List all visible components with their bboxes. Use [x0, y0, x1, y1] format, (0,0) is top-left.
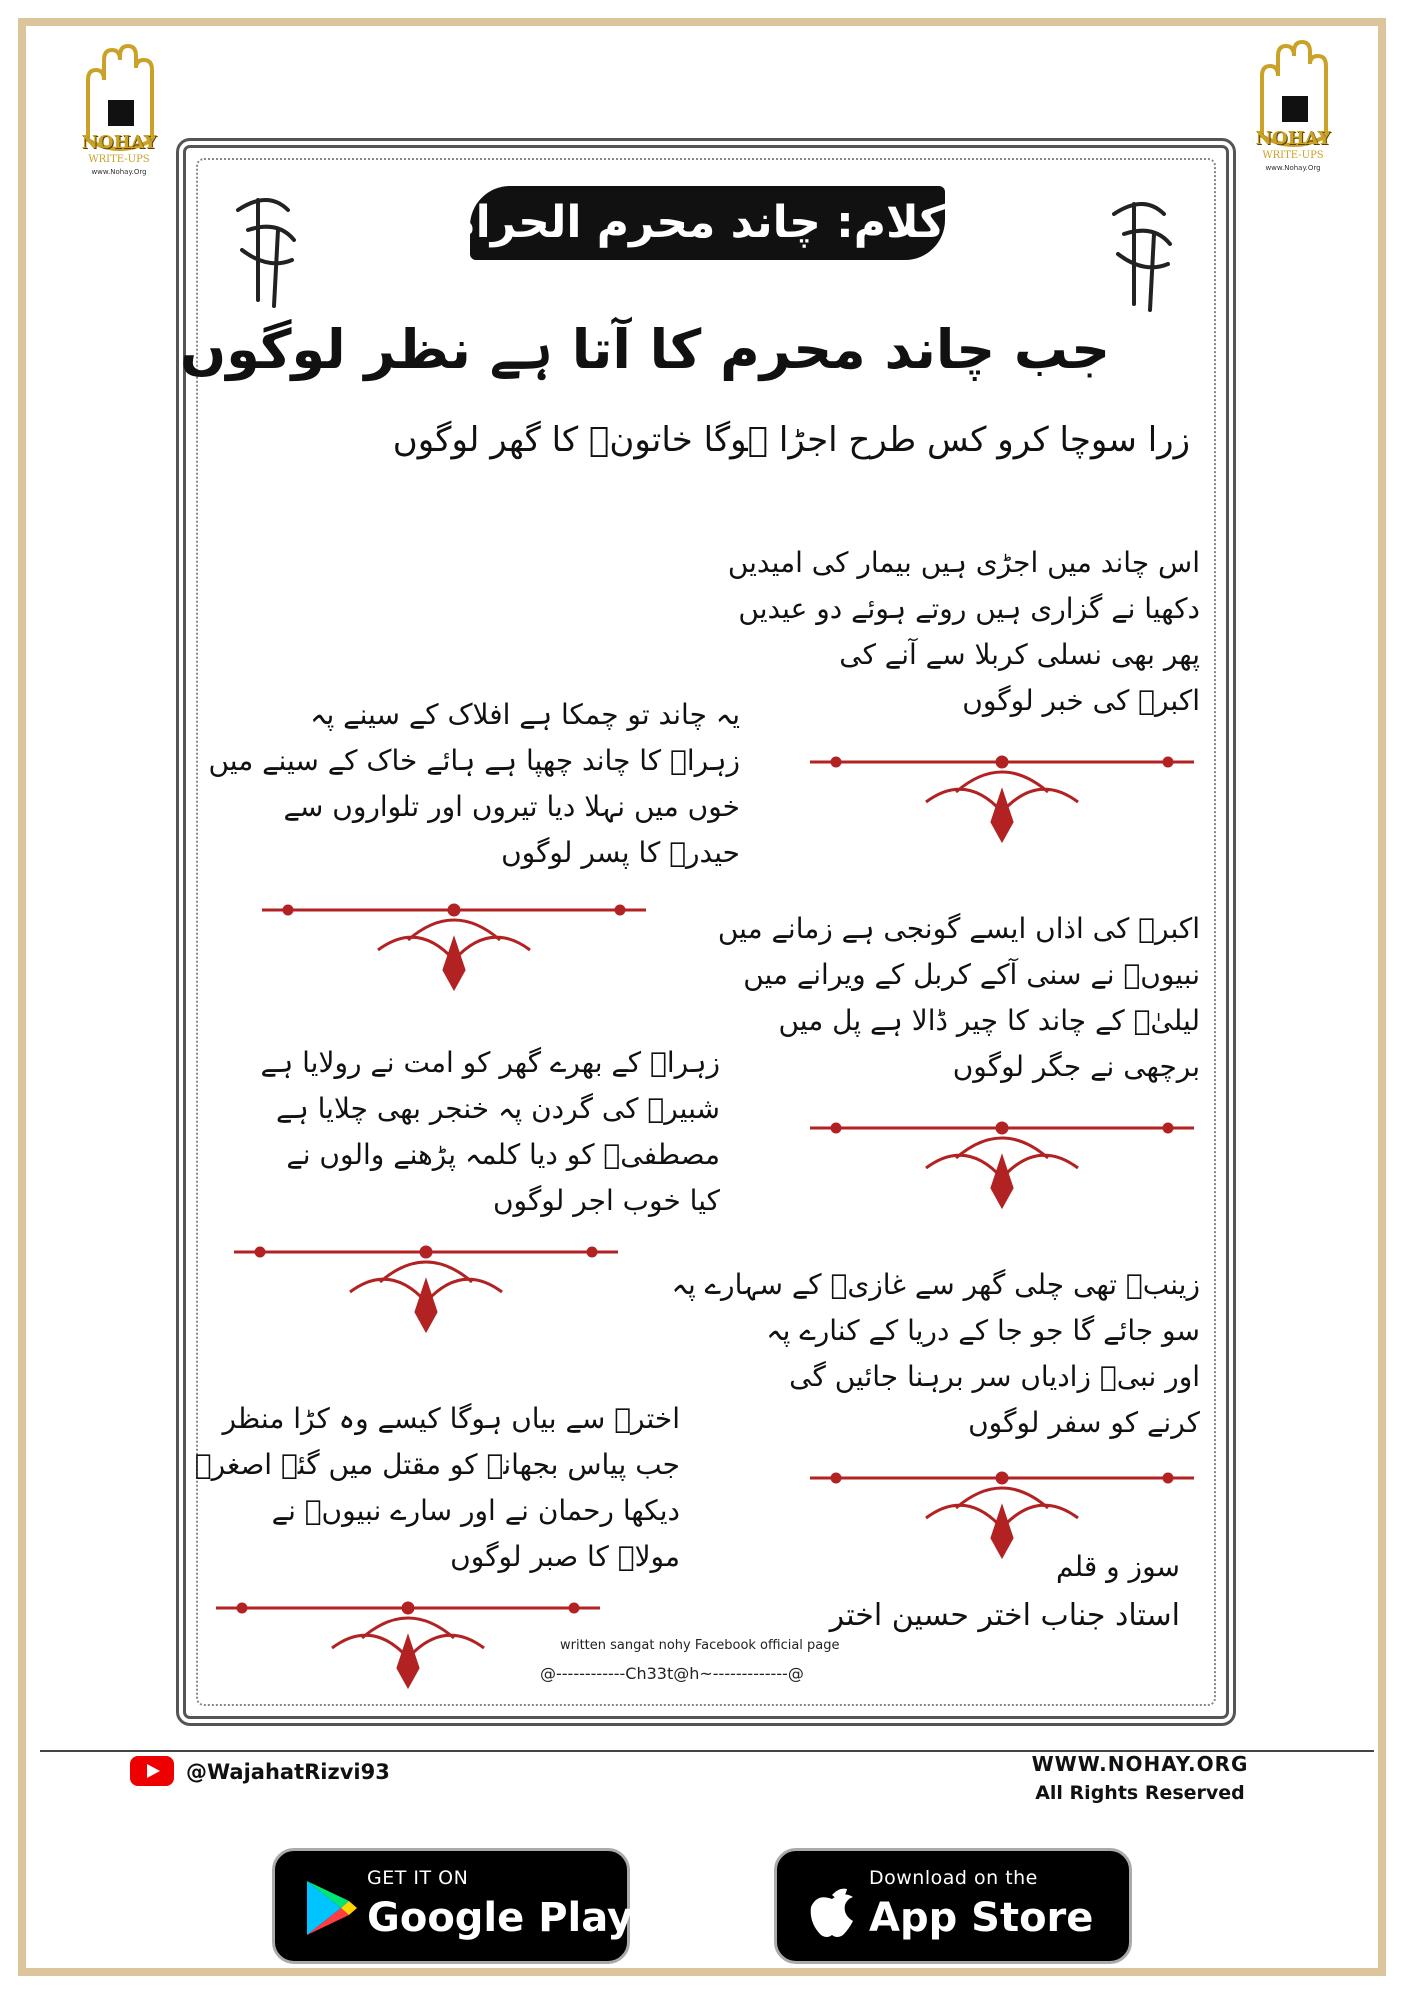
google-small-text: GET IT ON: [367, 1867, 469, 1889]
verse-line: مصطفیؐ کو دیا کلمہ پڑھنے والوں نے: [286, 1138, 720, 1171]
apple-icon: [803, 1877, 861, 1939]
stanza-2: [208, 692, 740, 876]
nohay-logo-right: [1232, 36, 1354, 176]
written-by-note: written sangat nohy Facebook official page: [560, 1638, 840, 1653]
red-ornament: [806, 1118, 1198, 1210]
verse-line: زہراؑ کا چاند چھپا ہے ہائے خاک کے سینے میں: [208, 744, 740, 777]
verse-line: مولاؑ کا صبر لوگوں: [450, 1540, 680, 1573]
red-ornament: [806, 1468, 1198, 1560]
verse-line: لیلیٰؑ کے چاند کا چیر ڈالا ہے پل میں: [778, 1004, 1200, 1037]
verse-line: اکبرؑ کی خبر لوگوں: [962, 684, 1200, 717]
verse-line: اس چاند میں اجڑی ہیں بیمار کی امیدیں: [727, 546, 1200, 579]
verse-line: کرنے کو سفر لوگوں: [968, 1406, 1200, 1439]
apple-small-text: Download on the: [869, 1867, 1038, 1889]
signature: @------------Ch33t@h~-------------@: [540, 1664, 804, 1683]
verse-line: اور نبیؐ زادیاں سر برہنا جائیں گی: [789, 1360, 1200, 1393]
verse-line: سو جائے گا جو جا کے دریا کے کنارے پہ: [766, 1314, 1200, 1347]
logo-url: www.Nohay.Org: [91, 168, 147, 176]
verse-line: یہ چاند تو چمکا ہے افلاک کے سینے پہ: [310, 698, 740, 731]
site-url[interactable]: WWW.NOHAY.ORG: [1031, 1752, 1249, 1776]
verse-line: دکھیا نے گزاری ہیں روتے ہوئے دو عیدیں: [738, 592, 1200, 625]
verse-line: خوں میں نہلا دیا تیروں اور تلواروں سے: [283, 790, 740, 823]
app-store-button[interactable]: [774, 1848, 1132, 1964]
verse-line: نبیوںؑ نے سنی آکے کربل کے ویرانے میں: [743, 958, 1200, 991]
calligraphy-emblem-right: [1104, 194, 1182, 314]
verse-line: حیدرؑ کا پسر لوگوں: [501, 836, 740, 869]
apple-large-text: App Store: [869, 1895, 1094, 1941]
red-ornament: [230, 1242, 622, 1334]
logo-brand: NOHAY: [81, 132, 157, 153]
verse-line: اکبرؑ کی اذاں ایسے گونجی ہے زمانے میں: [717, 912, 1200, 945]
verse-line: پھر بھی نسلی کربلا سے آنے کی: [839, 638, 1200, 671]
google-play-icon: [301, 1877, 359, 1939]
verse-line: شبیرؑ کی گردن پہ خنجر بھی چلایا ہے: [275, 1092, 720, 1125]
matla-line-1: جب چاند محرم کا آتا ہے نظر لوگوں: [180, 318, 1110, 381]
youtube-handle[interactable]: @WajahatRizvi93: [186, 1760, 390, 1784]
red-ornament: [806, 752, 1198, 844]
google-large-text: Google Play: [367, 1895, 634, 1941]
verse-line: دیکھا رحمان نے اور سارے نبیوںؑ نے: [271, 1494, 680, 1527]
credit-label: سوز و قلم: [1055, 1550, 1180, 1583]
verse-line: برچھی نے جگر لوگوں: [952, 1050, 1200, 1083]
matla-line-2: زرا سوچا کرو کس طرح اجڑا ہوگا خاتونؑ کا گھر لوگوں: [392, 420, 1190, 460]
logo-sub: WRITE-UPS: [88, 154, 150, 165]
logo-brand: NOHAY: [1255, 128, 1331, 149]
rights-text: All Rights Reserved: [1035, 1782, 1245, 1804]
verse-line: اخترؔ سے بیاں ہوگا کیسے وہ کڑا منظر: [222, 1402, 680, 1435]
credit-name: استاد جناب اختر حسین اختر: [829, 1598, 1180, 1633]
verse-line: زہراؑ کے بھرے گھر کو امت نے رولایا ہے: [260, 1046, 720, 1079]
youtube-icon[interactable]: [130, 1756, 174, 1786]
verse-line: جب پیاس بجھانے کو مقتل میں گئے اصغرؑ: [194, 1448, 680, 1481]
google-play-button[interactable]: [272, 1848, 634, 1964]
logo-sub: WRITE-UPS: [1262, 150, 1324, 161]
verse-line: کیا خوب اجر لوگوں: [492, 1184, 720, 1217]
calligraphy-emblem-left: [228, 190, 306, 310]
logo-url: www.Nohay.Org: [1265, 164, 1321, 172]
stanza-6: [194, 1396, 680, 1580]
kalam-title: کلام: چاند محرم الحرام: [470, 186, 945, 260]
stanza-4: [240, 1040, 720, 1224]
red-ornament: [258, 900, 650, 992]
nohay-logo-left: [58, 40, 180, 180]
verse-line: زینبؑ تھی چلی گھر سے غازیؑ کے سہارے پہ: [671, 1268, 1200, 1301]
